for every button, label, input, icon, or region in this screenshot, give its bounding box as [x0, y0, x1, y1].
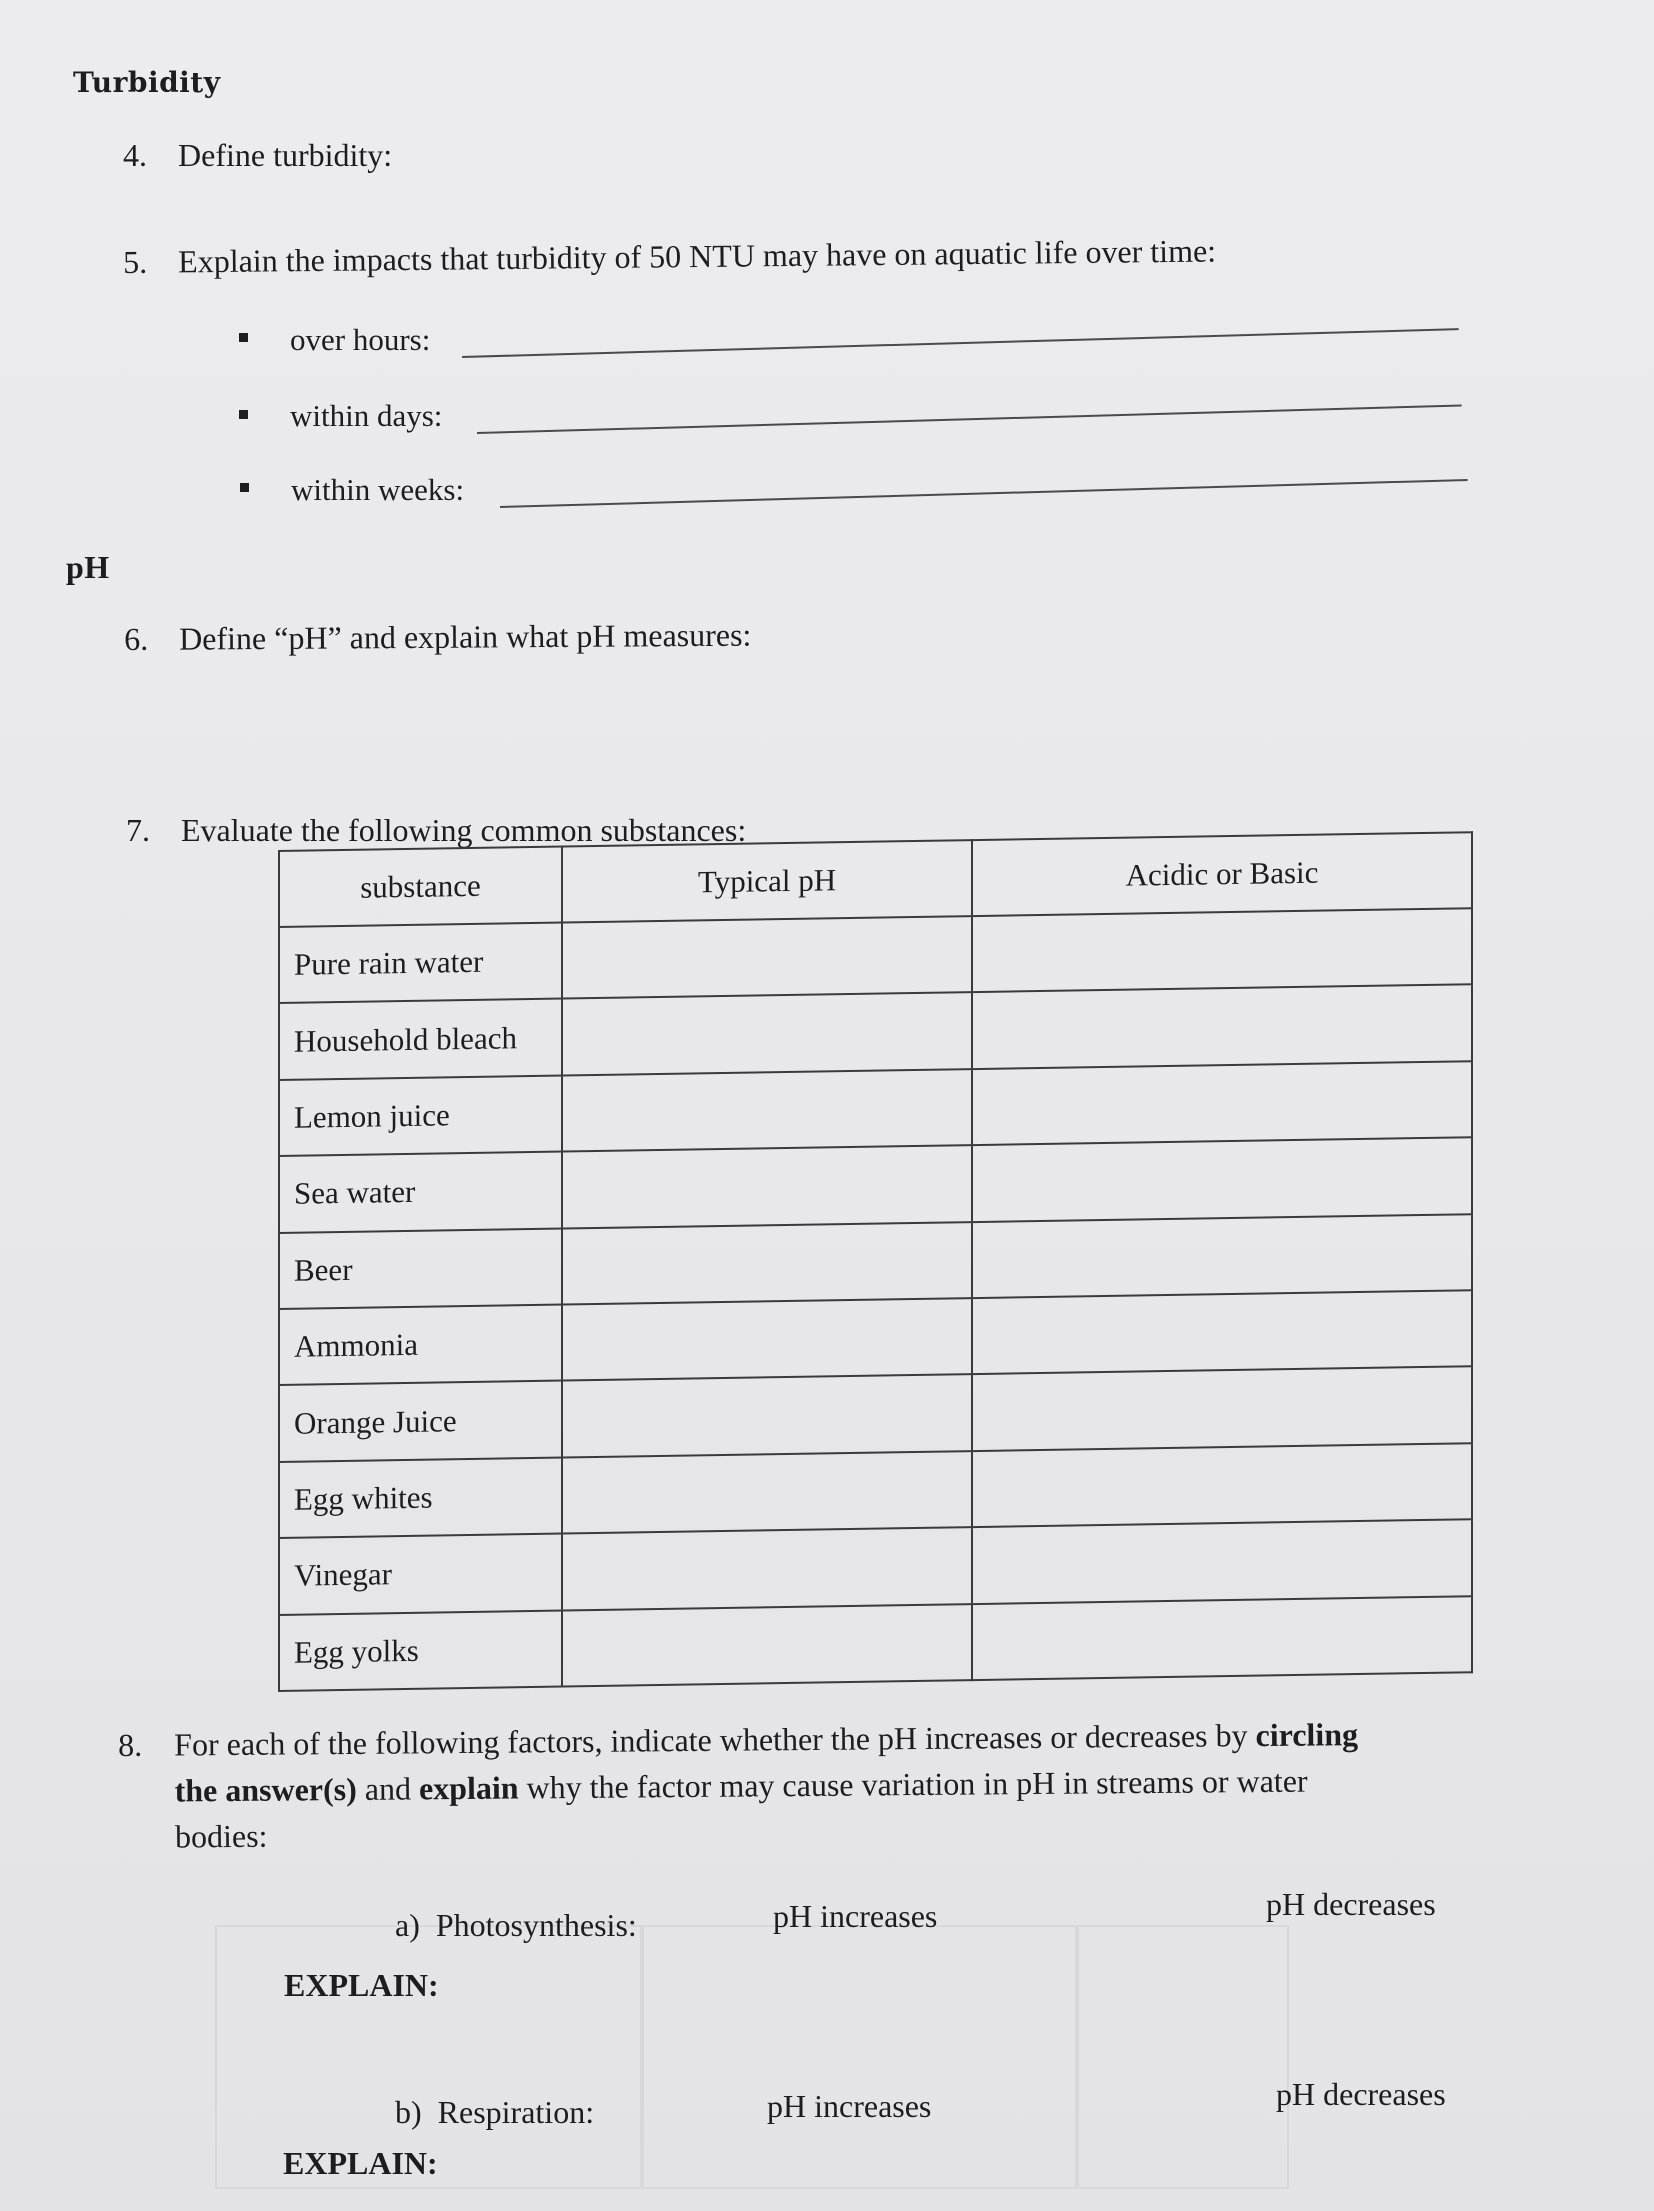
- substance-cell: Beer: [279, 1228, 562, 1309]
- header-substance: substance: [279, 847, 562, 927]
- question-8-line-3: bodies:: [174, 1817, 268, 1855]
- answer-line-hours[interactable]: [462, 328, 1459, 358]
- section-heading-turbidity: Turbidity: [73, 66, 221, 99]
- option-ph-increases-a[interactable]: pH increases: [773, 1898, 938, 1934]
- question-number: 5.: [123, 243, 148, 280]
- acidic-basic-cell[interactable]: [972, 1367, 1472, 1451]
- factor-letter: b): [395, 2094, 422, 2130]
- option-ph-decreases-a[interactable]: pH decreases: [1266, 1886, 1436, 1922]
- substance-cell: Egg whites: [279, 1457, 562, 1538]
- substance-cell: Pure rain water: [279, 923, 562, 1004]
- question-5: [123, 233, 1216, 281]
- question-4: [123, 137, 392, 174]
- typical-ph-cell[interactable]: [562, 1298, 972, 1381]
- explain-label-b: EXPLAIN:: [283, 2145, 438, 2181]
- question-text: Define turbidity:: [178, 137, 393, 173]
- question-6: [124, 617, 751, 658]
- substance-cell: Orange Juice: [279, 1381, 562, 1462]
- section-heading-ph: pH: [66, 549, 110, 585]
- substance-cell: Ammonia: [279, 1304, 562, 1385]
- typical-ph-cell[interactable]: [562, 1374, 972, 1457]
- bullet-over-hours: over hours:: [290, 322, 431, 357]
- acidic-basic-cell[interactable]: [972, 1214, 1472, 1298]
- factor-name: Photosynthesis:: [435, 1907, 637, 1943]
- substance-cell: Sea water: [279, 1152, 562, 1233]
- explain-label-a: EXPLAIN:: [284, 1967, 439, 2003]
- bullet-marker: [239, 333, 248, 342]
- typical-ph-cell[interactable]: [562, 992, 972, 1075]
- acidic-basic-cell[interactable]: [972, 1061, 1472, 1145]
- typical-ph-cell[interactable]: [562, 1069, 972, 1152]
- acidic-basic-cell[interactable]: [972, 1443, 1472, 1527]
- question-8-emphasis-explain: explain: [418, 1769, 519, 1807]
- typical-ph-cell[interactable]: [562, 1145, 972, 1228]
- header-acidic-basic: Acidic or Basic: [972, 832, 1472, 916]
- factor-a-label: [395, 1907, 637, 1944]
- bleed-through-divider: [1075, 1925, 1079, 2189]
- answer-line-weeks[interactable]: [500, 479, 1468, 508]
- substance-cell: Household bleach: [279, 999, 562, 1080]
- question-number: 6.: [124, 620, 149, 657]
- question-8-text-1: For each of the following factors, indicate whether the pH increases or decreases by: [174, 1717, 1256, 1763]
- bullet-marker: [240, 483, 249, 492]
- option-ph-increases-b[interactable]: pH increases: [767, 2088, 932, 2124]
- option-ph-decreases-b[interactable]: pH decreases: [1276, 2076, 1446, 2112]
- answer-line-days[interactable]: [477, 404, 1462, 434]
- question-8-emphasis-answers: the answer(s): [174, 1770, 357, 1809]
- acidic-basic-cell[interactable]: [972, 908, 1472, 992]
- question-number: 4.: [123, 137, 147, 173]
- factor-b-label: [395, 2094, 594, 2131]
- question-8-text-3: why the factor may cause variation in pH in streams or water: [518, 1762, 1308, 1806]
- acidic-basic-cell[interactable]: [972, 1519, 1472, 1603]
- bullet-within-weeks: within weeks:: [291, 472, 465, 507]
- question-8-emphasis-circling: circling: [1255, 1716, 1359, 1754]
- substance-cell: Vinegar: [279, 1534, 562, 1615]
- substance-cell: Egg yolks: [279, 1610, 562, 1691]
- question-text: Explain the impacts that turbidity of 50 NTU may have on aquatic life over time:: [177, 232, 1217, 280]
- acidic-basic-cell[interactable]: [972, 1137, 1472, 1221]
- typical-ph-cell[interactable]: [562, 1604, 972, 1687]
- question-number: 8.: [118, 1726, 143, 1763]
- typical-ph-cell[interactable]: [562, 1222, 972, 1305]
- acidic-basic-cell[interactable]: [972, 1290, 1472, 1374]
- substances-table: [278, 831, 1473, 1692]
- acidic-basic-cell[interactable]: [972, 985, 1472, 1069]
- typical-ph-cell[interactable]: [562, 1527, 972, 1610]
- question-8: [118, 1711, 1359, 1860]
- bullet-within-days: within days:: [290, 398, 443, 433]
- acidic-basic-cell[interactable]: [972, 1596, 1472, 1680]
- question-text: Define “pH” and explain what pH measures:: [178, 616, 752, 657]
- typical-ph-cell[interactable]: [562, 1451, 972, 1534]
- bleed-through-divider: [640, 1925, 644, 2189]
- typical-ph-cell[interactable]: [562, 916, 972, 999]
- factor-letter: a): [395, 1907, 420, 1943]
- factor-name: Respiration:: [437, 2094, 595, 2130]
- question-8-text-2: and: [356, 1770, 420, 1807]
- question-text: Evaluate the following common substances:: [181, 812, 747, 848]
- substance-cell: Lemon juice: [279, 1075, 562, 1156]
- header-typical-ph: Typical pH: [562, 840, 972, 922]
- bullet-marker: [239, 410, 248, 419]
- question-number: 7.: [126, 812, 150, 848]
